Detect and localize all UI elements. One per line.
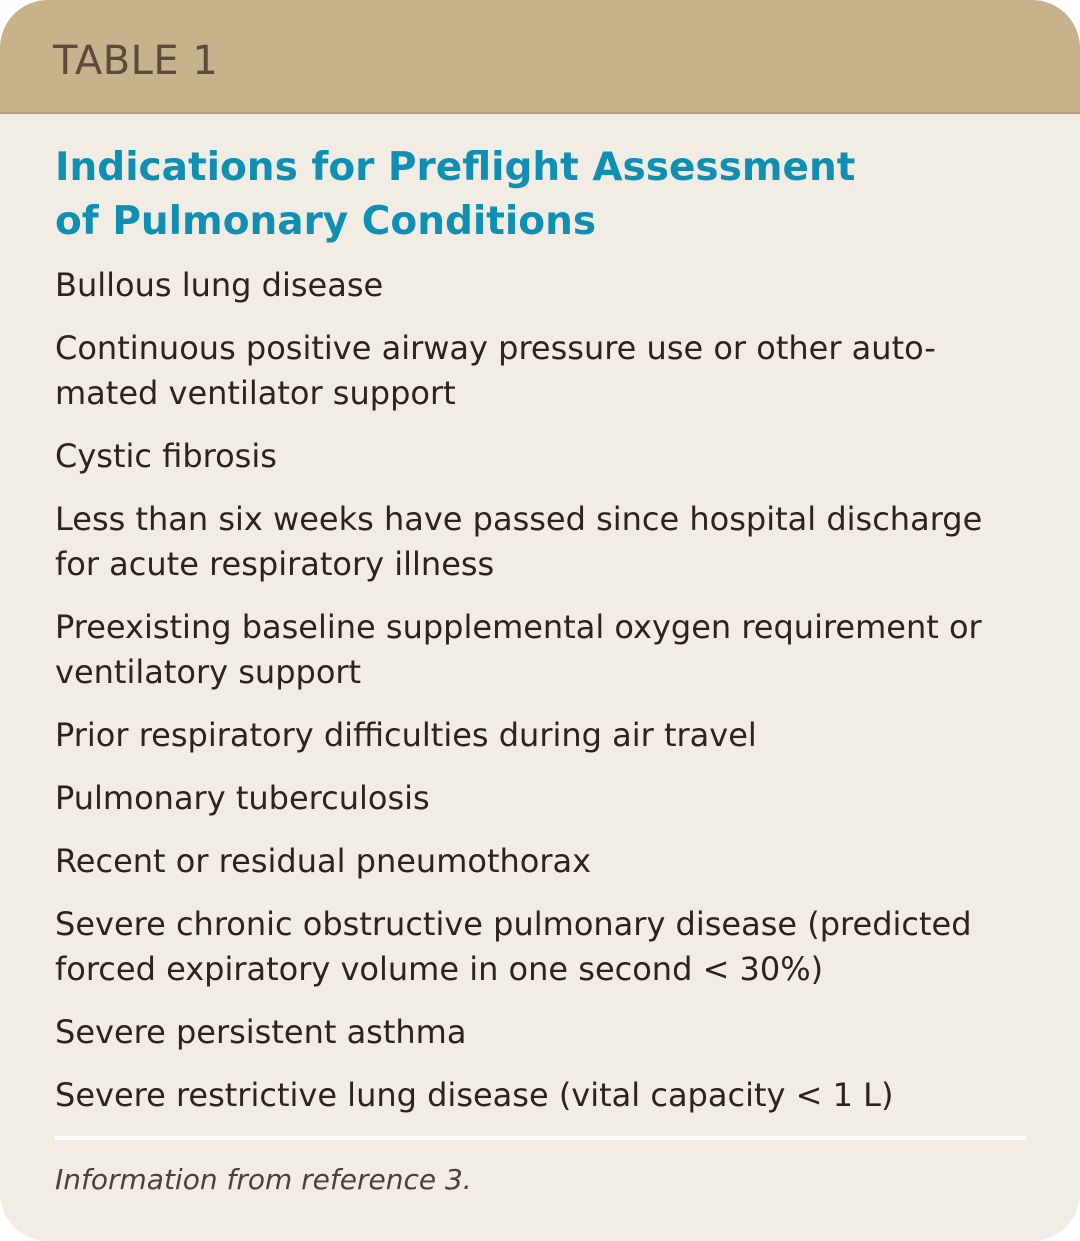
list-item: Preexisting baseline supplemental oxygen requirement or ventilatory support bbox=[55, 608, 982, 691]
list-item: Recent or residual pneumothorax bbox=[55, 842, 592, 880]
list-item: Bullous lung disease bbox=[55, 266, 384, 304]
table-title: Indications for Preflight Assessment of Pulmonary Conditions bbox=[55, 145, 856, 244]
list-item: Continuous positive airway pressure use or other auto-mated ventilator support bbox=[55, 329, 936, 412]
list-item: Less than six weeks have passed since hospital discharge for acute respiratory illness bbox=[55, 500, 983, 583]
list-item: Pulmonary tuberculosis bbox=[55, 779, 430, 817]
footnote-divider bbox=[55, 1136, 1026, 1140]
table-label: TABLE 1 bbox=[53, 38, 219, 84]
list-item: Cystic fibrosis bbox=[55, 437, 277, 475]
list-item: Prior respiratory difficulties during air travel bbox=[55, 716, 757, 754]
list-item: Severe chronic obstructive pulmonary disease (predicted forced expiratory volume in one second < 30%) bbox=[55, 905, 972, 988]
footnote: Information from reference 3. bbox=[55, 1163, 472, 1196]
table-header bbox=[0, 0, 1080, 114]
list-item: Severe restrictive lung disease (vital capacity < 1 L) bbox=[55, 1076, 894, 1114]
indications-list bbox=[55, 263, 1026, 1118]
table-body bbox=[0, 114, 1080, 1200]
list-item: Severe persistent asthma bbox=[55, 1013, 467, 1051]
